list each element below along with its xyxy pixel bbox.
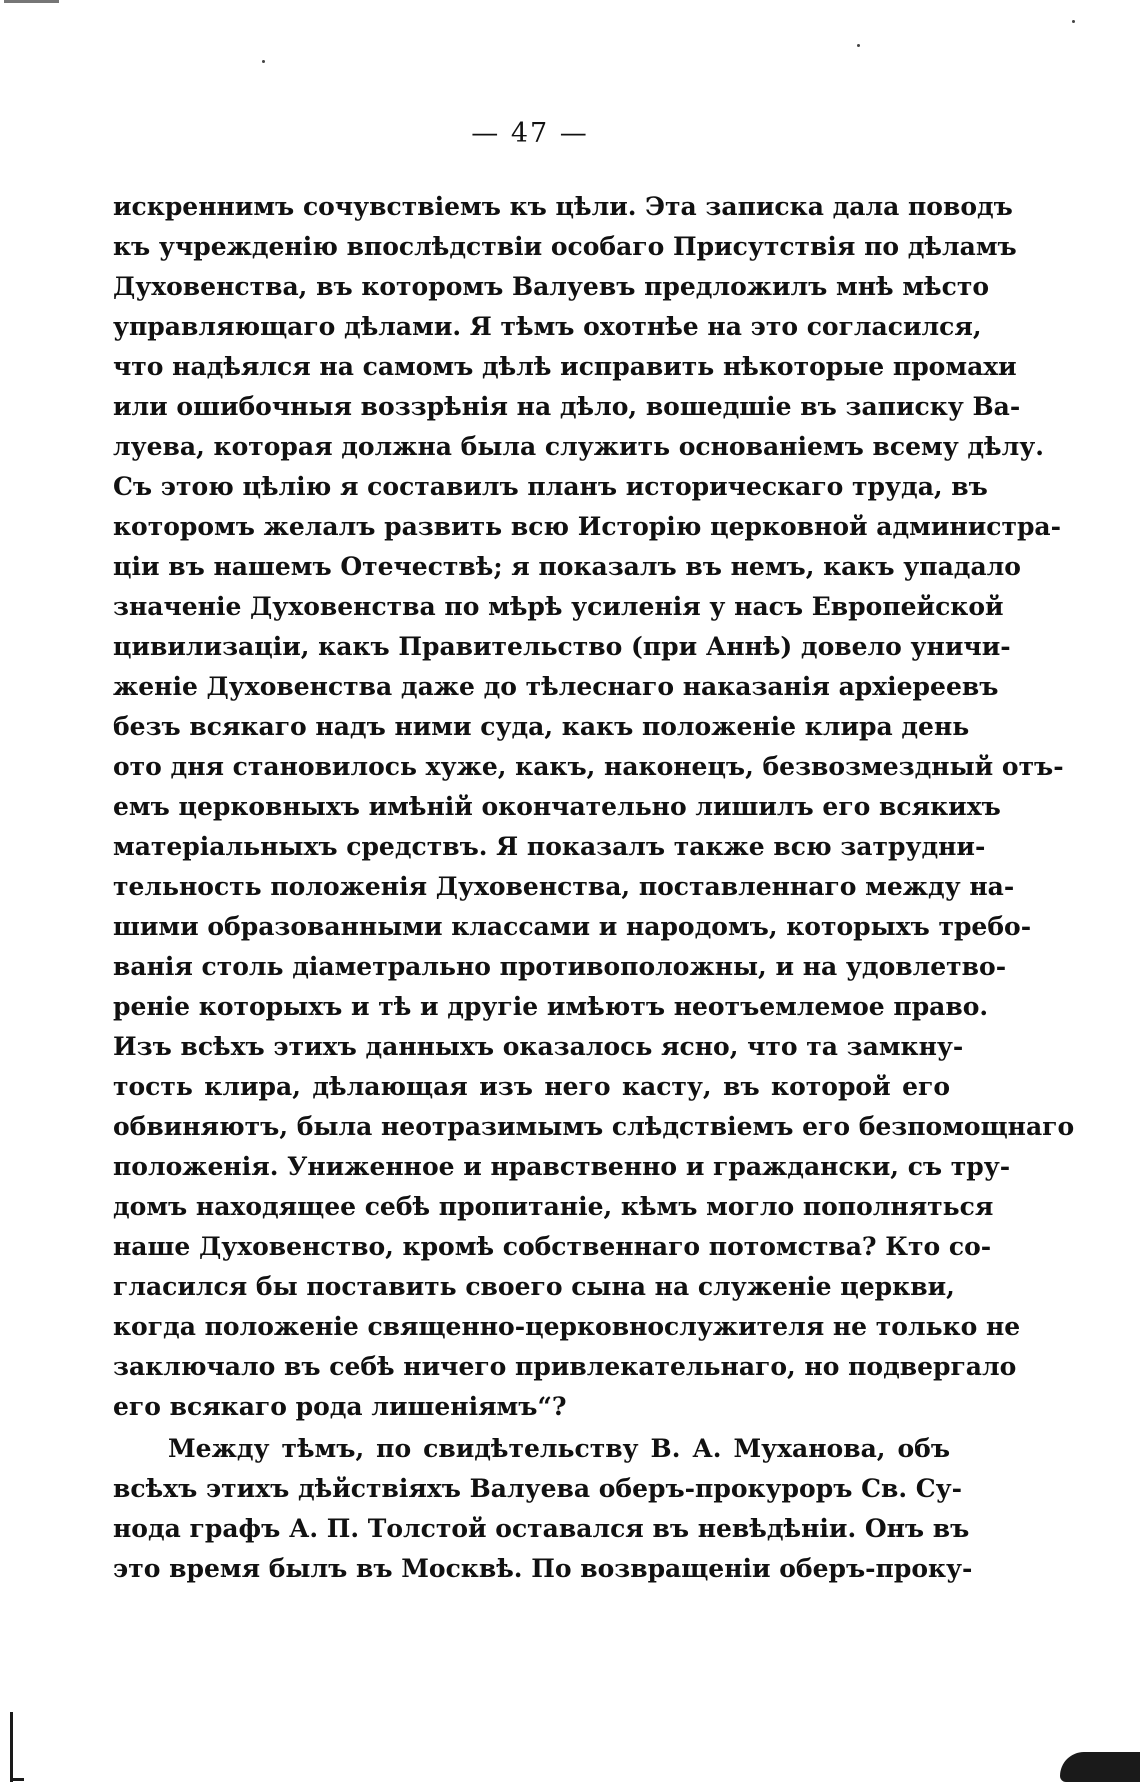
scan-artifact-top-left (4, 0, 59, 3)
text-line: тельность положенія Духовенства, поставленнаго между на- (113, 872, 1015, 901)
scan-artifact-bottom-right (1060, 1752, 1140, 1782)
scan-artifact-bottom-left (10, 1712, 13, 1782)
text-line: положенія. Униженное и нравственно и граждански, съ тру- (113, 1152, 1011, 1181)
text-line: женіе Духовенства даже до тѣлеснаго наказанія архіереевъ (113, 672, 999, 701)
text-line: значеніе Духовенства по мѣрѣ усиленія у насъ Европейской (113, 592, 1004, 621)
scan-speck (857, 44, 860, 47)
paragraph-1 (113, 187, 1075, 1427)
text-line: домъ находящее себѣ пропитаніе, кѣмъ могло пополняться (113, 1192, 994, 1221)
text-line: ото дня становилось хуже, какъ, наконецъ, безвозмездный отъ- (113, 752, 1064, 781)
page-number: — 47 — (471, 118, 589, 149)
text-line: ціи въ нашемъ Отечествѣ; я показалъ въ немъ, какъ упадало (113, 552, 1021, 581)
text-line: цивилизаціи, какъ Правительство (при Аннѣ) довело уничи- (113, 632, 1011, 661)
body-text (113, 187, 1075, 1589)
paragraph-2 (113, 1429, 973, 1589)
text-line: его всякаго рода лишеніямъ“? (113, 1392, 567, 1421)
scan-speck (262, 60, 265, 63)
text-line: нода графъ А. П. Толстой оставался въ невѣдѣніи. Онъ въ (113, 1514, 970, 1543)
text-line: Духовенства, въ которомъ Валуевъ предложилъ мнѣ мѣсто (113, 272, 990, 301)
text-line: реніе которыхъ и тѣ и другіе имѣютъ неотъемлемое право. (113, 992, 989, 1021)
text-line: всѣхъ этихъ дѣйствіяхъ Валуева оберъ-прокуроръ Св. Су- (113, 1474, 963, 1503)
text-line: управляющаго дѣлами. Я тѣмъ охотнѣе на это согласился, (113, 312, 982, 341)
text-line: наше Духовенство, кромѣ собственнаго потомства? Кто со- (113, 1232, 992, 1261)
text-line: обвиняютъ, была неотразимымъ слѣдствіемъ его безпомощнаго (113, 1112, 1075, 1141)
text-line: когда положеніе священно-церковнослужителя не только не (113, 1312, 1021, 1341)
text-line: которомъ желалъ развить всю Исторію церковной администра- (113, 512, 1061, 541)
text-line: луева, которая должна была служить основаніемъ всему дѣлу. (113, 432, 1044, 461)
text-line: Съ этою цѣлію я составилъ планъ историческаго труда, въ (113, 472, 988, 501)
text-line: заключало въ себѣ ничего привлекательнаго, но подвергало (113, 1352, 1017, 1381)
text-line: шими образованными классами и народомъ, которыхъ требо- (113, 912, 1032, 941)
text-line: это время былъ въ Москвѣ. По возвращеніи оберъ-проку- (113, 1554, 973, 1583)
text-line: тость клира, дѣлающая изъ него касту, въ которой его (113, 1072, 950, 1101)
text-line: Между тѣмъ, по свидѣтельству В. А. Муханова, объ (168, 1434, 950, 1463)
text-line: Изъ всѣхъ этихъ данныхъ оказалось ясно, что та замкну- (113, 1032, 964, 1061)
text-line: матеріальныхъ средствъ. Я показалъ также всю затрудни- (113, 832, 986, 861)
text-line: безъ всякаго надъ ними суда, какъ положеніе клира день (113, 712, 970, 741)
text-line: что надѣялся на самомъ дѣлѣ исправить нѣкоторые промахи (113, 352, 1017, 381)
text-line: гласился бы поставить своего сына на служеніе церкви, (113, 1272, 955, 1301)
scan-artifact-bottom-left (10, 1778, 24, 1781)
text-line: ванія столь діаметрально противоположны, и на удовлетво- (113, 952, 1007, 981)
text-line: или ошибочныя воззрѣнія на дѣло, вошедшіе въ записку Ва- (113, 392, 1021, 421)
text-line: искреннимъ сочувствіемъ къ цѣли. Эта записка дала поводъ (113, 192, 1013, 221)
scan-speck (1072, 20, 1075, 23)
text-line: емъ церковныхъ имѣній окончательно лишилъ его всякихъ (113, 792, 1001, 821)
text-line: къ учрежденію впослѣдствіи особаго Присутствія по дѣламъ (113, 232, 1017, 261)
